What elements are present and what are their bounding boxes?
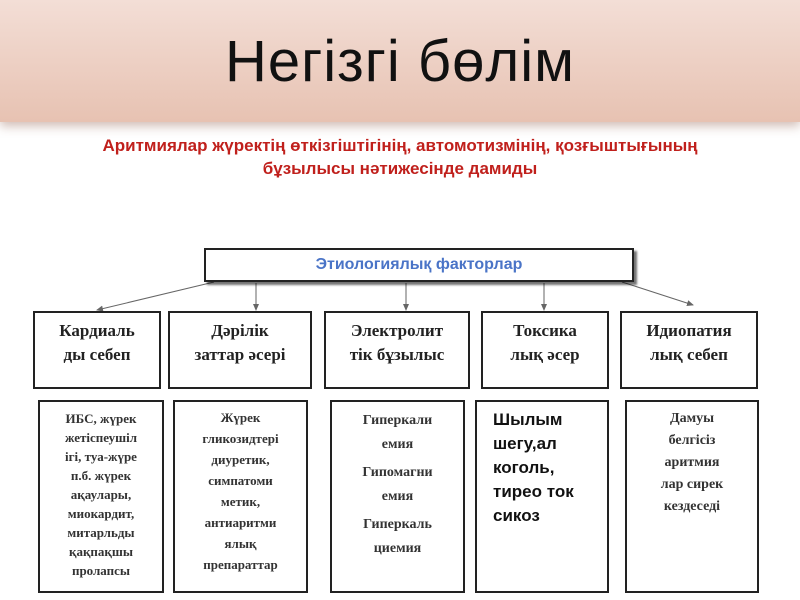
arrow-to-cardiac [97, 282, 214, 310]
category-line: Идиопатия [646, 321, 732, 340]
description-cardiac [38, 400, 164, 593]
description-line: лар сирек [660, 477, 724, 492]
description-line: жетіспеушіл [64, 430, 138, 445]
description-line: сикоз [493, 506, 540, 525]
description-line: тирео ток [493, 482, 574, 501]
subtitle-line: бұзылысы нәтижесінде дамиды [262, 159, 538, 178]
category-line: Кардиаль [59, 321, 135, 340]
category-line: Токсика [513, 321, 577, 340]
category-line: лық себеп [650, 345, 728, 364]
description-line: емия [381, 437, 414, 452]
description-line: антиаритми [204, 515, 277, 530]
description-line: ялық [224, 536, 257, 551]
category-line: ды себеп [63, 345, 131, 364]
description-line: циемия [373, 541, 422, 556]
description-drug [173, 400, 308, 593]
category-drug [168, 311, 312, 389]
category-line: Дәрілік [211, 321, 269, 340]
description-electrolyte [330, 400, 465, 593]
description-line: Шылым [493, 410, 563, 429]
description-line: Гиперкаль [363, 517, 432, 532]
category-toxic [481, 311, 609, 389]
description-line: п.б. жүрек [70, 468, 132, 483]
description-line: Дамуы [669, 411, 715, 426]
description-line: диуретик, [211, 452, 270, 467]
description-line: препараттар [203, 557, 278, 572]
description-line: митарльды [67, 525, 135, 540]
category-line: заттар әсері [194, 345, 286, 364]
description-line: қақпақшы [68, 544, 134, 559]
category-cardiac [33, 311, 161, 389]
etiology-factors-box [204, 248, 634, 282]
subtitle-line: Аритмиялар жүректің өткізгіштігінің, автомотизмінің, қозғыштығының [102, 136, 698, 155]
description-line: ақаулары, [70, 487, 132, 502]
category-line: лық әсер [510, 345, 580, 364]
description-line: симпатоми [208, 473, 273, 488]
description-line: шегу,ал [493, 434, 557, 453]
description-line: белгісіз [668, 433, 716, 448]
description-idiopathic [625, 400, 759, 593]
category-idiopathic [620, 311, 758, 389]
arrow-to-idiopathic [622, 282, 693, 305]
description-line: пролапсы [71, 563, 131, 578]
description-toxic [475, 400, 609, 593]
description-line: аритмия [664, 455, 720, 470]
description-line: миокардит, [67, 506, 135, 521]
description-line: ИБС, жүрек [65, 411, 137, 426]
description-line: метик, [220, 494, 261, 509]
etiology-factors-label: Этиологиялық факторлар [315, 256, 523, 273]
description-line: Жүрек [220, 410, 261, 425]
description-line: Гиперкали [362, 413, 433, 428]
category-line: тік бұзылыс [349, 345, 445, 364]
category-electrolyte [324, 311, 470, 389]
description-line: коголь, [493, 458, 555, 477]
category-line: Электролит [350, 321, 444, 340]
description-line: ігі, туа-жүре [65, 449, 137, 464]
description-line: Гипомагни [362, 465, 433, 480]
description-line: гликозидтері [202, 431, 279, 446]
description-line: кездеседі [663, 499, 721, 514]
slide-title: Негізгі бөлім [224, 29, 575, 94]
description-line: емия [381, 489, 414, 504]
